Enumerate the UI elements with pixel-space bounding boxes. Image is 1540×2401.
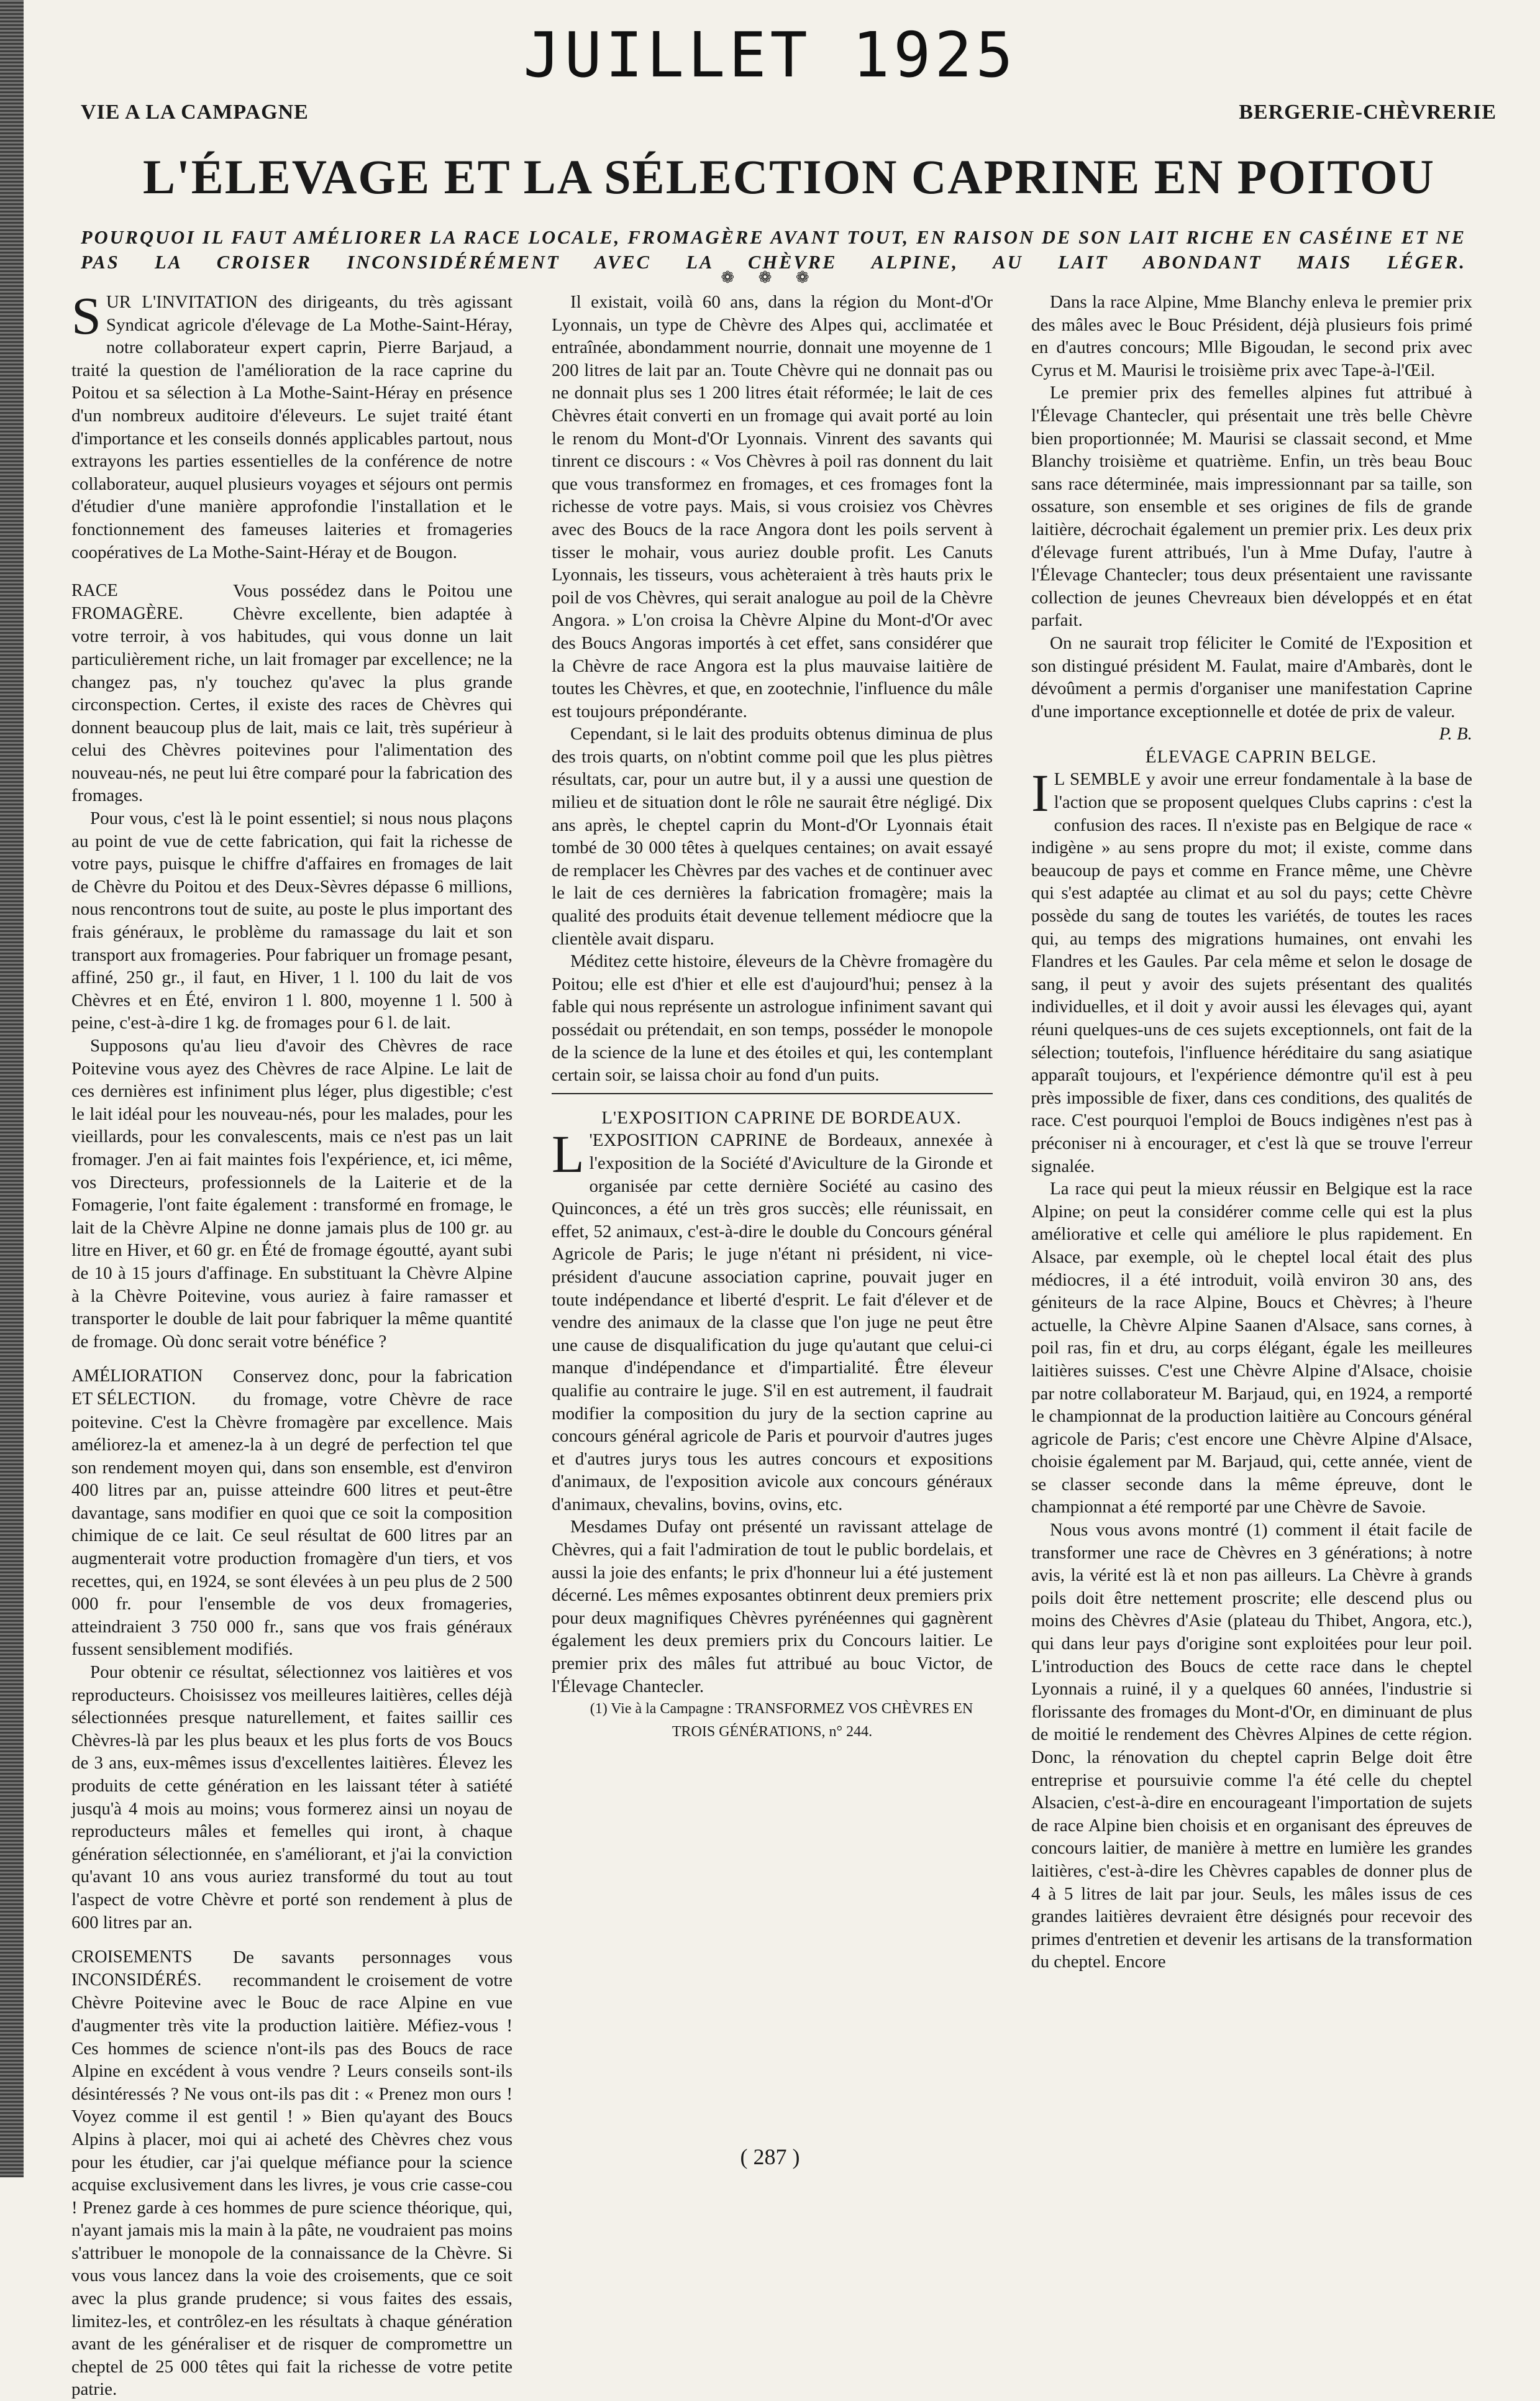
dropcap: I	[1031, 763, 1049, 823]
paragraph: Mesdames Dufay ont présenté un ravissant attelage de Chèvres, qui a fait l'admiration de tout le public bordelais, et aussi la joie des enfants; le prix d'honneur lui a été justement décerné. Les mêmes exposantes obtinrent deux premiers prix pour deux magnifiques Chèvres pyrénéennes qui gagnèrent également les deux premiers prix du Concours laitier. Le premier prix des mâles fut attribué au bouc Victor, de l'Élevage Chantecler.	[552, 1517, 993, 1696]
paragraph: 'EXPOSITION CAPRINE de Bordeaux, annexée à l'exposition de la Société d'Aviculture de la Gironde et organisée par cette dernière Société au casino des Quinconces, a été un très gros succès; elle réunissait, en effet, 52 animaux, c'est-à-dire le double du Concours général Agricole de Paris; le juge n'étant ni président, ni vice-président d'aucune association caprine, pouvait juger en toute indépendance et liberté d'esprit. Le fait d'élever et de vendre des animaux de la classe que l'on juge ne peut être une cause de disqualification du juge qu'autant que celui-ci manque d'indépendance et d'impartialité. Être éleveur qualifie au contraire le juge. S'il en est autrement, il faudrait modifier la composition du jury de la section caprine au concours général agricole de Paris et pourvoir d'autres juges et d'autres jurys tous les autres concours et expositions d'animaux, de l'exposition avicole aux concours généraux d'animaux, chevalins, bovins, ovins, etc.	[552, 1130, 993, 1514]
article-title: ÉLEVAGE CAPRIN BELGE.	[1145, 746, 1377, 767]
paragraph: Vous possédez dans le Poitou une Chèvre excellente, bien adaptée à votre terroir, à vos habitudes, qui vous donne un lait particulièrement riche, un lait fromager par excellence; ne la changez pas, n'y touchez qu'avec la plus grande circonspection. Certes, il existe des races de Chèvres qui donnent beaucoup plus de lait, mais ce lait, très supérieur à celui des Chèvres poitevines pour l'alimentation des nouveau-nés, ne peut lui être comparé pour la fabrication des fromages.	[71, 581, 513, 806]
header-left: VIE A LA CAMPAGNE	[81, 101, 309, 124]
page-number: ( 287 )	[740, 2144, 800, 2169]
dropcap: S	[71, 286, 101, 345]
paragraph: La race qui peut la mieux réussir en Belgique est la race Alpine; on peut la considérer comme celle qui est la plus améliorative et celle qui améliore le plus rapidement. En Alsace, par exemple, où le cheptel local était des plus médiocres, il a été introduit, voilà environ 30 ans, des géniteurs de la race Alpine, Boucs et Chèvres; à l'heure actuelle, la Chèvre Alpine Saanen d'Alsace, sans cornes, à poil ras, fin et dru, au corps élégant, égale les meilleures laitières suisses. C'est une Chèvre Alpine d'Alsace, choisie par notre collaborateur M. Barjaud, qui, en 1924, a remporté le championnat de la production laitière au Concours général agricole de Paris; c'est encore une Chèvre Alpine d'Alsace, choisie également par M. Barjaud, qui, cette année, vient de se classer seconde dans la même épreuve, dont le championnat a été remporté par une Chèvre de Savoie.	[1031, 1179, 1472, 1517]
signature: P. B.	[1439, 724, 1472, 744]
column-2	[552, 291, 993, 2136]
dropcap: L	[552, 1124, 585, 1184]
section-heading: RACE FROMAGÈRE.	[71, 581, 183, 623]
headline: L'ÉLEVAGE ET LA SÉLECTION CAPRINE EN POITOU	[143, 150, 1435, 204]
paragraph: On ne saurait trop féliciter le Comité de l'Exposition et son distingué président M. Faulat, maire d'Ambarès, dont le dévoûment a permis d'organiser une manifestation Caprine d'une importance exceptionnelle et dotée de prix de valeur.	[1031, 633, 1472, 721]
column-3	[1031, 291, 1472, 2136]
paragraph: Pour obtenir ce résultat, sélectionnez vos laitières et vos reproducteurs. Choisissez vos meilleures laitières, celles déjà sélectionnées presque naturellement, et faites saillir ces Chèvres-là par les plus beaux et les plus forts de vos Boucs de 3 ans, eux-mêmes issus d'excellentes laitières. Élevez les produits de cette génération en les laissant téter à satiété jusqu'à 4 mois au moins; vous formerez ainsi un noyau de reproducteurs mâles et femelles qui iront, à chaque génération sélectionnée, en s'améliorant, et j'ai la conviction qu'avant 10 ans vous auriez transformé du tout au tout l'aspect de votre Chèvre et porté son rendement à plus de 600 litres par an.	[71, 1662, 513, 1932]
header-right: BERGERIE-CHÈVRERIE	[1239, 101, 1497, 124]
subheadline: POURQUOI IL FAUT AMÉLIORER LA RACE LOCALE, FROMAGÈRE AVANT TOUT, EN RAISON DE SON LAIT RICHE EN CASÉINE ET NE PAS LA CROISER INCONSIDÉRÉMENT AVEC LA CHÈVRE ALPINE, AU LAIT ABONDANT MAIS LÉGER.	[81, 227, 1466, 273]
paragraph: Dans la race Alpine, Mme Blanchy enleva le premier prix des mâles avec le Bouc Président, déjà plusieurs fois primé en d'autres concours; Mlle Bigoudan, le second prix avec Cyrus et M. Maurisi le troisième prix avec Tape-à-l'Œil.	[1031, 292, 1472, 380]
divider	[552, 1093, 993, 1094]
footnote: (1) Vie à la Campagne : TRANSFORMEZ VOS CHÈVRES EN TROIS GÉNÉRATIONS, n° 244.	[590, 1701, 973, 1740]
article-title: L'EXPOSITION CAPRINE DE BORDEAUX.	[601, 1107, 962, 1128]
scan-edge	[0, 0, 24, 2177]
paragraph: De savants personnages vous recommandent le croisement de votre Chèvre Poitevine avec le Bouc de race Alpine en vue d'augmenter très vite la production laitière. Méfiez-vous ! Ces hommes de science n'ont-ils pas des Boucs de race Alpine en excédent à vous vendre ? Leurs conseils sont-ils désintéressés ? Ne vous ont-ils pas dit : « Prenez mon ours ! Voyez comme il est gentil ! » Bien qu'ayant des Boucs Alpins à placer, moi qui ai acheté des Chèvres chez vous pour les étudier, car j'ai quelque méfiance pour la science acquise exclusivement dans les livres, je vous crie casse-cou ! Prenez garde à ces hommes de pure science théorique, qui, n'ayant jamais mis la main à la pâte, ne voudraient pas moins s'attribuer le monopole de la connaissance de la Chèvre. Si vous vous lancez dans la voie des croisements, que ce soit avec la plus grande prudence; si vous faites des essais, limitez-les, et contrôlez-en les résultats à chaque génération avant de les généraliser et de risquer de compromettre un cheptel de 25 000 têtes qui fait la richesse de votre petite patrie.	[71, 1947, 513, 2400]
paragraph: Pour vous, c'est là le point essentiel; si nous nous plaçons au point de vue de cette fabrication, qui fait la richesse de votre pays, puisque le chiffre d'affaires en fromages de lait de Chèvre du Poitou et des Deux-Sèvres dépasse 6 millions, nous rencontrons tout de suite, au poste le plus important des frais généraux, le problème du ramassage du lait et son transport aux fromageries. Pour fabriquer un fromage pesant, affiné, 250 gr., il faut, en Hiver, 1 l. 100 du lait de vos Chèvres et en Été, environ 1 l. 800, moyenne 1 l. 500 à peine, c'est-à-dire 1 kg. de fromages pour 6 l. de lait.	[71, 808, 513, 1033]
section-heading: AMÉLIORATION ET SÉLECTION.	[71, 1366, 203, 1409]
paragraph: Nous vous avons montré (1) comment il était facile de transformer une race de Chèvres en 3 générations; à notre avis, la vérité est là et non pas ailleurs. La Chèvre à grands poils doit être nettement proscrite; elle descend plus ou moins des Chèvres d'Asie (plateau du Thibet, Angora, etc.), qui dans leur pays d'origine sont exploitées pour leur poil. L'introduction des Boucs de cette race dans le cheptel Lyonnais a ruiné, il y a quelques 60 années, l'industrie si florissante des fromages du Mont-d'Or, en diminuant de plus de moitié le rendement des Chèvres Alpines de cette région. Donc, la rénovation du cheptel caprin Belge doit être entreprise et poursuivie comme l'a été celle du cheptel Alsacien, c'est-à-dire en encourageant l'importation de sujets de race Alpine bien choisis et en organisant des épreuves de concours laitier, de manière à mettre en lumière les grandes laitières, c'est-à-dire les Chèvres capables de donner plus de 4 à 5 litres de lait par jour. Seuls, les mâles issus de ces grandes laitières devraient être désignés pour recevoir des primes d'entretien et devenir les artisans de la transformation du cheptel. Encore	[1031, 1520, 1472, 1972]
column-1	[71, 286, 513, 2400]
paragraph: Il existait, voilà 60 ans, dans la région du Mont-d'Or Lyonnais, un type de Chèvre des Alpes qui, acclimatée et entraînée, abondamment nourrie, donnait une moyenne de 1 200 litres de lait par an. Toute Chèvre qui ne donnait pas ou ne donnait plus ses 1 200 litres était réformée; le lait de ces Chèvres était converti en un fromage qui avait porté au loin le renom du Mont-d'Or Lyonnais. Vinrent des savants qui tinrent ce discours : « Vos Chèvres à poil ras donnent du lait que vous transformez en fromages, et ces fromages font la richesse de votre pays. Mais, si vous croisiez vos Chèvres avec des Boucs de la race Angora dont les poils servent à tisser le mohair, vous auriez double profit. Les Canuts Lyonnais, les tisseurs, vous achèteraient à très hauts prix le poil de vos Chèvres, qui serait analogue au poil de la Chèvre Angora. » L'on croisa la Chèvre Alpine du Mont-d'Or avec des Boucs Angoras importés à cet effet, sans considérer que la Chèvre de race Angora est la plus mauvaise laitière de toutes les Chèvres, et que, en zootechnie, l'influence du mâle est toujours prépondérante.	[552, 292, 993, 721]
paragraph: Méditez cette histoire, éleveurs de la Chèvre fromagère du Poitou; elle est d'hier et elle est d'aujourd'hui; pensez à la fable qui nous représente un astrologue infiniment savant qui possédait ou prétendait, en son temps, posséder le monopole de la science de la lune et des étoiles et qui, les contemplant certain soir, se laissa choir au fond d'un puits.	[552, 951, 993, 1086]
paragraph: Le premier prix des femelles alpines fut attribué à l'Élevage Chantecler, qui présentait une très belle Chèvre bien proportionnée; M. Maurisi se classait second, et Mme Blanchy troisième et quatrième. Enfin, un très beau Bouc sans race déterminée, mais impressionnant par sa taille, son ossature, son ensemble et ses origines de fils de grande laitière, décrochait également un premier prix. Les deux prix d'élevage furent attribués, l'un à Mme Dufay, l'autre à l'Élevage Chantecler; tous deux présentaient une ravissante collection de jeunes Chevreaux bien développés et en état parfait.	[1031, 383, 1472, 631]
paragraph: L SEMBLE y avoir une erreur fondamentale à la base de l'action que se proposent quelques Clubs caprins : c'est la confusion des races. Il n'existe pas en Belgique de race « indigène » au sens propre du mot; il existe, comme dans beaucoup de pays et comme en France même, une Chèvre qui s'est adaptée au climat et au sol du pays; cette Chèvre possède du sang de toutes les variétés, de toutes les races qui, au temps des migrations humaines, ont envahi les Flandres et les Gaules. Par cela même et selon le dosage de sang, il peut y avoir des sujets présentant des qualités individuelles, et il doit y avoir aussi les élevages qui, ayant réuni quelques-uns de ces sujets exceptionnels, ont fait de la sélection; toutefois, l'influence héréditaire du sang asiatique apparaît toujours, et l'expérience démontre qu'il est à peu près impossible de fixer, dans ces conditions, des qualités de race. C'est pourquoi l'emploi de Boucs indigènes n'est pas à préconiser ni à encourager, et c'est là que se trouve l'erreur signalée.	[1031, 769, 1472, 1176]
paragraph: Cependant, si le lait des produits obtenus diminua de plus des trois quarts, on n'obtint comme poil que les plus piètres résultats, car, pour un autre but, il y a aussi une question de milieu et de situation dont le rôle ne saurait être négligé. Dix ans après, le cheptel caprin du Mont-d'Or Lyonnais était tombé de 30 000 têtes à quelques centaines; on avait essayé de remplacer les Chèvres par des vaches et de continuer avec le lait de ces dernières la fabrication fromagère; mais la qualité des produits était devenue tellement médiocre que la clientèle avait disparu.	[552, 724, 993, 949]
date-stamp: JUILLET 1925	[523, 19, 1017, 91]
ornament: ❁ ❁ ❁	[721, 268, 819, 286]
paragraph: Supposons qu'au lieu d'avoir des Chèvres de race Poitevine vous ayez des Chèvres de race Alpine. Le lait de ces dernières est infiniment plus léger, plus digestible; c'est le lait idéal pour les nouveau-nés, pour les malades, pour les vieillards, pour les convalescents, mais ce n'est pas un lait fromager. J'en ai fait maintes fois l'expérience, et, ici même, vos Directeurs, professionnels de la Laiterie et de la Fomagerie, l'ont faite également : transformé en fromage, le lait de la Chèvre Alpine ne donne jamais plus de 100 gr. au litre en Hiver, et 60 gr. en Été de fromage égoutté, ayant subi de 10 à 15 jours d'affinage. En substituant la Chèvre Alpine à la Chèvre Poitevine, vous auriez à faire ramasser et transporter le double de lait pour fabriquer la même quantité de fromage. Où donc serait votre bénéfice ?	[71, 1036, 513, 1351]
intro-paragraph: UR L'INVITATION des dirigeants, du très agissant Syndicat agricole d'élevage de La Mothe-Saint-Héray, notre collaborateur expert caprin, Pierre Barjaud, a traité la question de l'amélioration de la race caprine du Poitou et sa sélection à La Mothe-Saint-Héray en présence d'un nombreux auditoire d'éleveurs. Le sujet traité étant d'importance et les conseils donnés applicables partout, nous extrayons les parties essentielles de la conférence de notre collaborateur, auquel plusieurs voyages et séjours ont permis d'étudier d'une manière approfondie l'installation et le fonctionnement des fameuses laiteries et fromageries coopératives de La Mothe-Saint-Héray et de Bougon.	[71, 292, 513, 562]
paragraph: Conservez donc, pour la fabrication du fromage, votre Chèvre de race poitevine. C'est la Chèvre fromagère par excellence. Mais améliorez-la et amenez-la à un degré de perfection tel que son rendement moyen qui, dans son ensemble, est d'environ 400 litres par an, puisse atteindre 600 litres et peut-être davantage, sans modifier en quoi que ce soit la composition chimique de ce lait. Ce seul résultat de 600 litres par an augmenterait votre production fromagère d'un tiers, et vos recettes, qui, en 1924, se sont élevées à un peu plus de 2 500 000 fr. pour l'ensemble de vos deux fromageries, atteindraient 3 750 000 fr., sans que vos frais généraux fussent sensiblement modifiés.	[71, 1366, 513, 1660]
section-heading: CROISEMENTS INCONSIDÉRÉS.	[71, 1947, 202, 1990]
